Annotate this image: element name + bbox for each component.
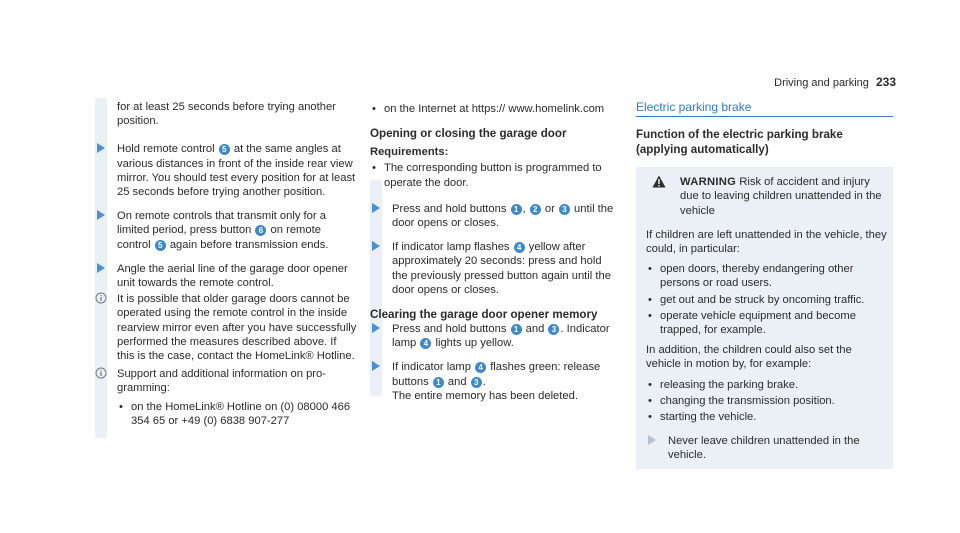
warning-label: WARNING [680,176,737,189]
info-icon [95,292,107,304]
list-item: • open doors, thereby endangering other persons or road users. [646,262,887,290]
info-icon [95,367,107,379]
step-arrow-icon [95,142,107,154]
column-3 [636,100,893,469]
list-item: • operate vehicle equipment and become trapped, for example. [646,309,887,337]
requirement-item: • The corresponding button is programmed to operate the door. [370,161,618,189]
step-arrow-icon [370,322,382,334]
section-name: Driving and parking [774,77,869,89]
step-clear-press: Press and hold buttons 1 and 3 . Indicator lamp 4 lights up yellow. [370,322,618,350]
step-arrow-icon [646,434,658,446]
heading-parking-brake: Function of the electric parking brake (applying automatically) [636,128,843,157]
step-limited-transmit: On remote controls that transmit only for a limited period, press button 6 on remote control 5 again before transmission ends. [95,209,357,252]
warning-header [646,175,887,218]
step-arrow-icon [95,209,107,221]
intro-continuation: for at least 25 seconds before trying another position. [117,101,336,128]
step-hold-remote: Hold remote control 5 at the same angles at various distances in front of the inside rear view mirror. You should test every position for at least 25 seconds before trying another position. [95,142,357,199]
list-item: • changing the transmission position. [646,394,887,408]
internet-bullet: • on the Internet at https:// www.homelink.com [370,102,618,116]
hotline-bullet: • on the HomeLink® Hotline on (0) 08000 466 354 65 or +49 (0) 6838 907-277 [117,400,357,428]
step-angle-aerial: Angle the aerial line of the garage door opener unit towards the remote control. [95,262,357,290]
list-item: • starting the vehicle. [646,410,887,424]
callout-3: 3 [559,204,570,215]
requirements-label: Requirements: [370,146,449,159]
warning-text: Risk of accident and injury due to leaving children unattended in the vehicle [680,176,882,217]
note-older-doors: It is possible that older garage doors cannot be operated using the remote control in the inside rearview mirror even after you have successfully performed the measures described above. If this is the case, contact the HomeLink® Hotline. [95,292,357,363]
callout-4: 4 [514,242,525,253]
column-1 [95,100,357,432]
step-arrow-icon [370,202,382,214]
callout-5: 5 [155,240,166,251]
list-item: • releasing the parking brake. [646,378,887,392]
callout-5: 5 [219,144,230,155]
warning-icon [652,175,666,188]
memory-deleted-text: The entire memory has been deleted. [392,389,578,402]
step-arrow-icon [370,240,382,252]
callout-1: 1 [511,324,522,335]
step-never-leave: Never leave children unattended in the vehicle. [646,434,887,462]
step-indicator-yellow: If indicator lamp flashes 4 yellow after approximately 20 seconds: press and hold the previously pressed button again until the door opens or closes. [370,240,618,297]
callout-4: 4 [420,338,431,349]
callout-6: 6 [255,225,266,236]
step-press-buttons: Press and hold buttons 1 , 2 or 3 until the door opens or closes. [370,202,618,230]
callout-3: 3 [548,324,559,335]
section-title: Electric parking brake [636,100,893,117]
page-number: 233 [875,75,896,89]
callout-1: 1 [433,377,444,388]
step-clear-green: If indicator lamp 4 flashes green: release buttons 1 and 3 . The entire memory has been deleted. [370,360,618,403]
paragraph-motion: In addition, the children could also set the vehicle in motion by, for example: [646,344,852,371]
step-arrow-icon [95,262,107,274]
callout-2: 2 [530,204,541,215]
page-header [774,75,896,90]
heading-open-close: Opening or closing the garage door [370,127,567,141]
step-arrow-icon [370,360,382,372]
heading-clear-memory: Clearing the garage door opener memory [370,308,598,322]
note-support: Support and additional information on programming: • on the HomeLink® Hotline on (0) 08000 466 354 65 or +49 (0) 6838 907-277 [95,367,357,428]
callout-4: 4 [475,362,486,373]
list-item: • get out and be struck by oncoming traffic. [646,293,887,307]
callout-3: 3 [471,377,482,388]
paragraph-children: If children are left unattended in the vehicle, they could, in particular: [646,228,887,256]
column-2 [370,100,618,413]
warning-box [636,167,893,468]
callout-1: 1 [511,204,522,215]
